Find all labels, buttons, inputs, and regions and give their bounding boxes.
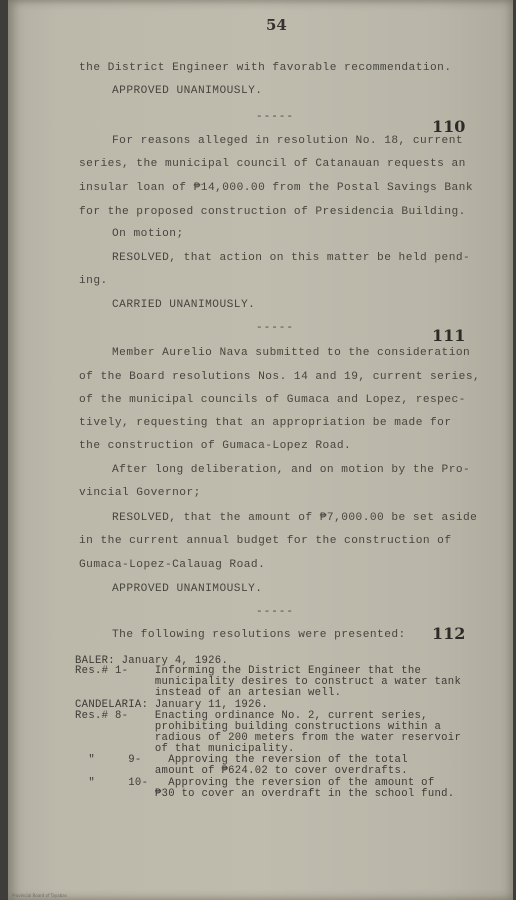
text-line: tively, requesting that an appropriation be made for [79,417,452,429]
page-number: 54 [266,16,287,34]
text-line: The following resolutions were presented: [112,629,406,641]
list-line: Res.# 8- Enacting ordinance No. 2, current series, [75,710,428,722]
list-line: " 10- Approving the reversion of the amount of [75,777,435,789]
text-line: in the current annual budget for the construction of [79,535,452,547]
text-line: ing. [79,275,108,287]
list-line: instead of an artesian well. [75,687,342,699]
text-line: vincial Governor; [79,487,201,499]
text-line: Gumaca-Lopez-Calauag Road. [79,559,266,571]
text-line: the construction of Gumaca-Lopez Road. [79,440,352,452]
list-line: prohibiting building constructions within a [75,721,442,733]
list-line: municipality desires to construct a water tank [75,676,462,688]
text-line: After long deliberation, and on motion by the Pro- [112,464,471,476]
resolution-number: 112 [432,624,466,643]
text-line: APPROVED UNANIMOUSLY. [112,583,263,595]
text-line: APPROVED UNANIMOUSLY. [112,85,263,97]
text-line: On motion; [112,228,184,240]
list-line: " 9- Approving the reversion of the total [75,754,408,766]
text-line: series, the municipal council of Catanauan requests an [79,158,466,170]
separator: ----- [256,606,295,618]
document-page [8,0,513,900]
resolution-number: 111 [432,326,466,345]
separator: ----- [256,322,295,334]
footer-text: Provincial Board of Tayabas [12,893,67,898]
list-line: of that municipality. [75,743,295,755]
text-line: Member Aurelio Nava submitted to the consideration [112,347,471,359]
list-line: CANDELARIA: January 11, 1926. [75,699,269,711]
text-line: of the municipal councils of Gumaca and Lopez, respec- [79,394,466,406]
text-line: the District Engineer with favorable recommendation. [79,62,452,74]
separator: ----- [256,111,295,123]
list-line: Res.# 1- Informing the District Engineer that the [75,665,422,677]
text-line: CARRIED UNANIMOUSLY. [112,299,256,311]
text-line: for the proposed construction of Presidencia Building. [79,206,466,218]
text-line: RESOLVED, that the amount of ₱7,000.00 be set aside [112,512,478,524]
list-line: ₱30 to cover an overdraft in the school fund. [75,788,455,800]
text-line: of the Board resolutions Nos. 14 and 19, current series, [79,371,481,383]
text-line: For reasons alleged in resolution No. 18, current [112,135,464,147]
list-line: BALER: January 4, 1926. [75,655,229,667]
list-line: amount of ₱624.02 to cover overdrafts. [75,765,408,777]
text-line: insular loan of ₱14,000.00 from the Postal Savings Bank [79,182,473,194]
resolution-number: 110 [432,117,466,136]
text-line: RESOLVED, that action on this matter be held pend- [112,252,471,264]
list-line: radious of 200 meters from the water reservoir [75,732,462,744]
